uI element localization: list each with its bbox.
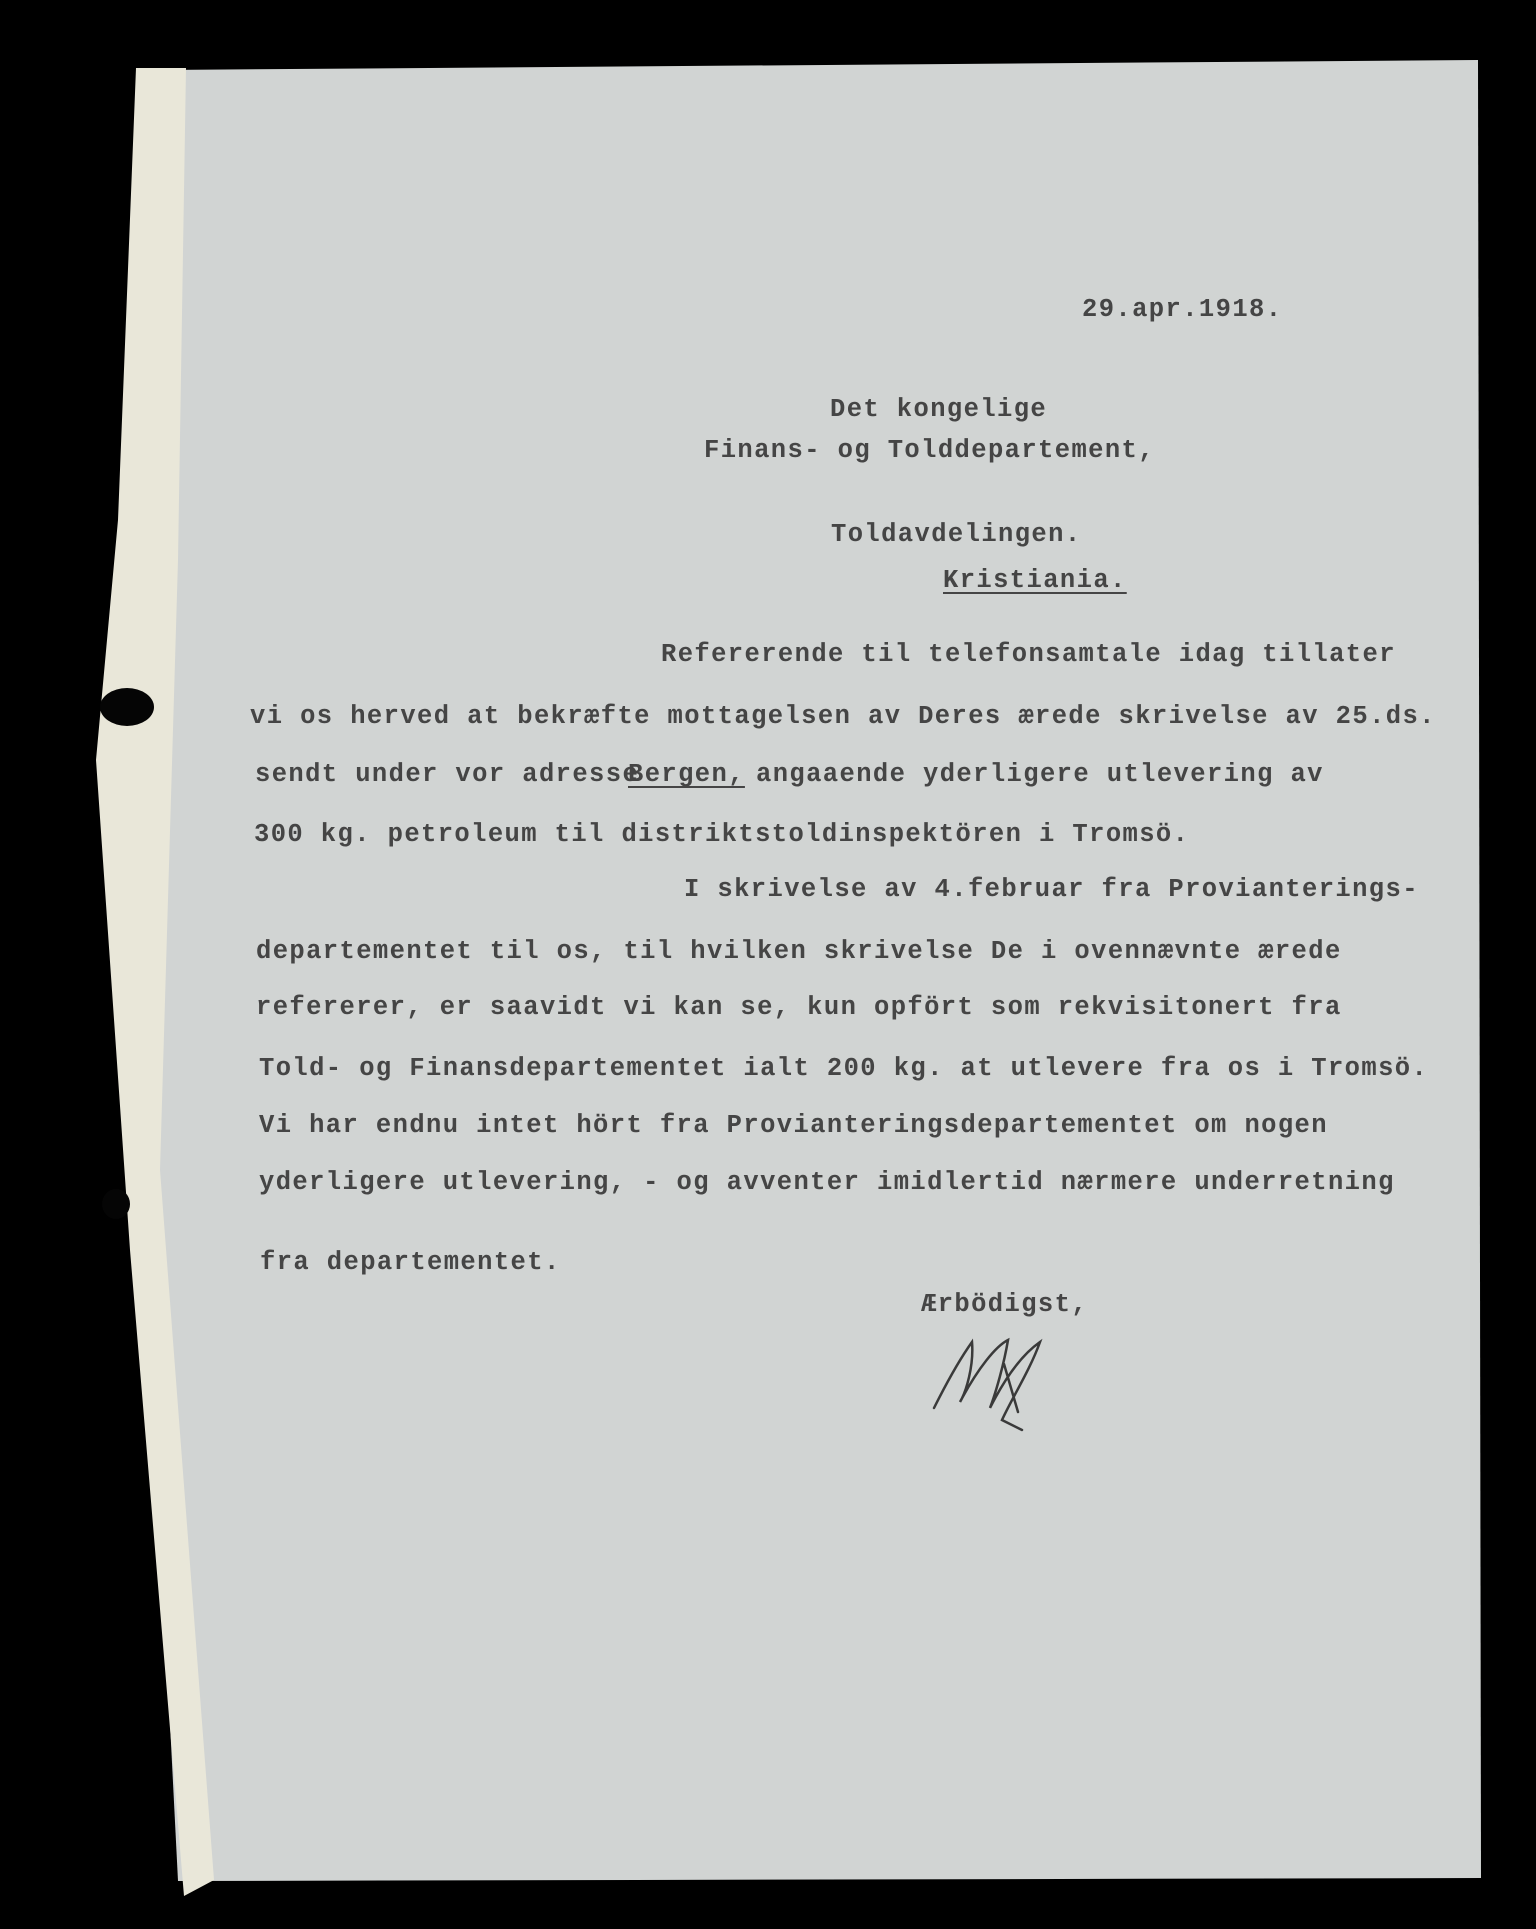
body-line-6: departementet til os, til hvilken skrivelse De i ovennævnte ærede	[256, 937, 1342, 966]
recipient-line-2: Finans- og Tolddepartement,	[704, 436, 1155, 465]
recipient-line-1: Det kongelige	[830, 395, 1048, 424]
body-line-2: vi os herved at bekræfte mottagelsen av Deres ærede skrivelse av 25.ds.	[250, 702, 1436, 731]
body-line-9: Vi har endnu intet hört fra Provianteringsdepartementet om nogen	[259, 1111, 1328, 1140]
body-line-7: refererer, er saavidt vi kan se, kun opfört som rekvisitonert fra	[256, 993, 1342, 1022]
body-line-3a: sendt under vor adresse	[255, 760, 640, 789]
recipient-city: Kristiania.	[943, 566, 1127, 595]
body-line-3-bergen: Bergen,	[628, 760, 745, 789]
punch-hole-bottom	[102, 1189, 130, 1219]
body-line-4: 300 kg. petroleum til distriktstoldinspektören i Tromsö.	[254, 820, 1190, 849]
body-line-8: Told- og Finansdepartementet ialt 200 kg. at utlevere fra os i Tromsö.	[259, 1054, 1429, 1083]
paper-sheet	[118, 60, 1481, 1881]
body-line-3b: angaaende yderligere utlevering av	[756, 760, 1324, 789]
body-line-1: Refererende til telefonsamtale idag tillater	[661, 640, 1396, 669]
letter-date: 29.apr.1918.	[1082, 295, 1283, 324]
body-line-5: I skrivelse av 4.februar fra Provianterings-	[684, 875, 1419, 904]
recipient-line-3: Toldavdelingen.	[831, 520, 1082, 549]
punch-hole-top	[100, 688, 154, 726]
body-line-11: fra departementet.	[260, 1248, 561, 1277]
closing: Ærbödigst,	[921, 1290, 1089, 1319]
body-line-10: yderligere utlevering, - og avventer imidlertid nærmere underretning	[259, 1168, 1395, 1197]
